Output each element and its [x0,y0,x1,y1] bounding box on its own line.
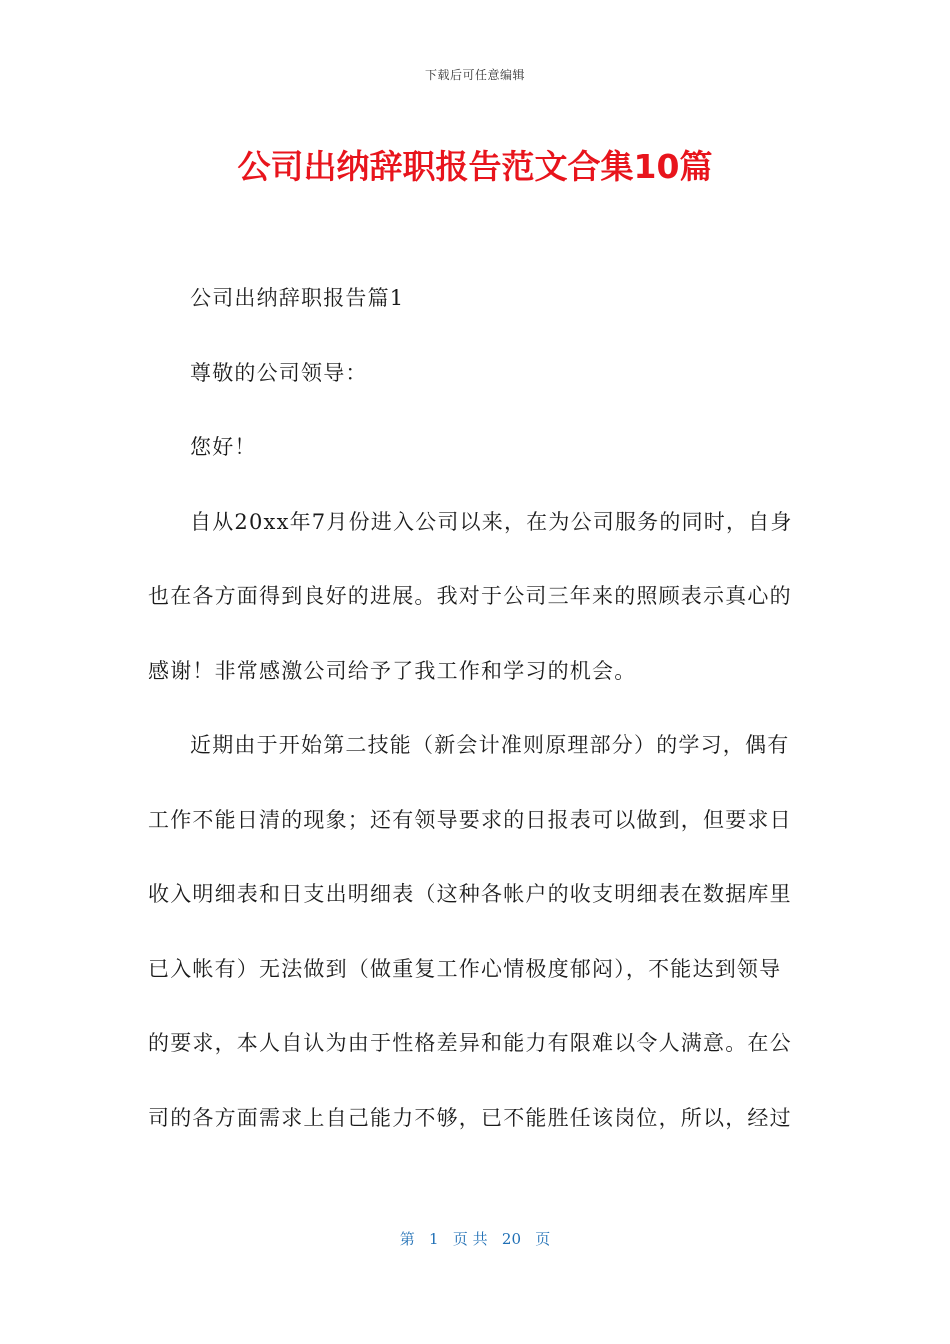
paragraph-line: 自从20xx年7月份进入公司以来，在为公司服务的同时，自身 [190,509,793,534]
paragraph-line: 感谢！非常感激公司给予了我工作和学习的机会。 [148,658,637,683]
paragraph-line: 的要求，本人自认为由于性格差异和能力有限难以令人满意。在公 [148,1031,792,1055]
section-heading: 公司出纳辞职报告篇1 [190,286,405,310]
paragraph-line: 也在各方面得到良好的进展。我对于公司三年来的照顾表示真心的 [148,584,792,608]
document-body [148,270,798,1164]
greeting: 您好！ [190,435,257,459]
document-title: 公司出纳辞职报告范文合集10篇 [237,147,713,186]
paragraph-line: 工作不能日清的现象；还有领导要求的日报表可以做到，但要求日 [148,807,792,832]
paragraph-line: 近期由于开始第二技能（新会计准则原理部分）的学习，偶有 [190,733,790,757]
paragraph-line: 收入明细表和日支出明细表（这种各帐户的收支明细表在数据库里 [148,882,792,906]
salutation: 尊敬的公司领导： [190,360,368,385]
page-number: 第 1 页 共 20 页 [399,1230,551,1248]
paragraph-line: 司的各方面需求上自己能力不够，已不能胜任该岗位，所以，经过 [148,1105,792,1130]
header-note: 下载后可任意编辑 [424,68,525,82]
paragraph-line: 已入帐有）无法做到（做重复工作心情极度郁闷），不能达到领导 [148,956,782,981]
